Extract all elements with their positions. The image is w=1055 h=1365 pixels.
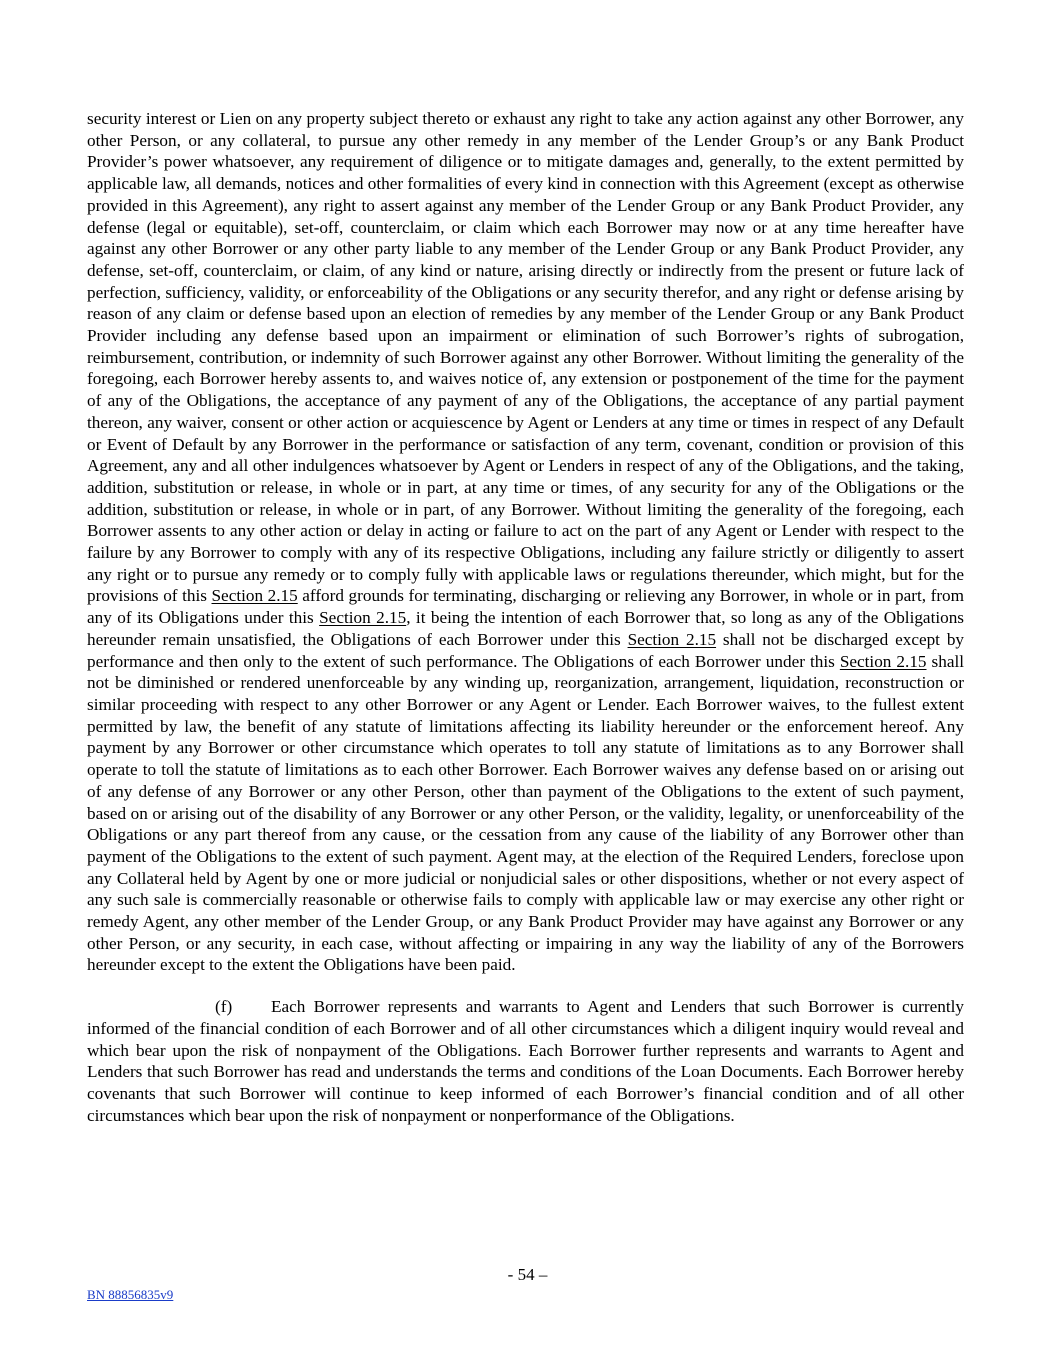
document-body [87, 108, 964, 1126]
paragraph-text-part: shall not be discharged except by performance and then only to the extent of such performance. The Obligations of each Borrower under this [87, 629, 965, 671]
paragraph-text-part: , it being the intention of each Borrower that, so long as any of the Obligations hereunder remain unsatisfied, the Obligations of each Borrower under this [87, 608, 964, 649]
paragraph-main [87, 108, 964, 976]
paragraph-enumerator: (f) [215, 997, 233, 1017]
paragraph-f [87, 996, 964, 1126]
paragraph-text-part: afford grounds for terminating, discharging or relieving any Borrower, in whole or in part, from any of its Obligations under this [87, 586, 965, 628]
document-id: BN 88856835v9 [87, 1287, 174, 1302]
section-reference: Section 2.15 [319, 608, 407, 628]
paragraph-text-part: shall not be diminished or rendered unenforceable by any winding up, reorganization, arrangement, liquidation, reconstruction or similar proceeding with respect to any other Borrower or any Agent or Lender. Each Borrower waives, to the fullest extent permitted by law, the benefit of any statute of limitations affecting its liability hereunder or the enforcement hereof. Any payment by any Borrower or other circumstance which operates to toll any statute of limitations as to any Borrower shall operate to toll the statute of limitations as to each other Borrower. Each Borrower waives any defense based on or arising out of any defense of any Borrower or any other Person, other than payment of the Obligations to the extent of such payment, based on or arising out of the disability of any Borrower or any other Person, or the validity, legality, or unenforceability of the Obligations or any part thereof from any cause, or the cessation from any cause of the liability of any Borrower other than payment of the Obligations to the extent of such payment. Agent may, at the election of the Required Lenders, foreclose upon any Collateral held by Agent by one or more judicial or nonjudicial sales or other dispositions, whether or not every aspect of any such sale is commercially reasonable or otherwise fails to comply with applicable law or may exercise any other right or remedy Agent, any other member of the Lender Group, or any Bank Product Provider may have against any Borrower or any other Person, or any security, in each case, without affecting or impairing in any way the liability of any of the Borrowers hereunder except to the extent the Obligations have been paid. [87, 651, 965, 975]
paragraph-f-text: Each Borrower represents and warrants to Agent and Lenders that such Borrower is currently informed of the financial condition of each Borrower and of all other circumstances which a diligent inquiry would reveal and which bear upon the risk of nonpayment of the Obligations. Each Borrower further represents and warrants to Agent and Lenders that such Borrower has read and understands the terms and conditions of the Loan Documents. Each Borrower hereby covenants that such Borrower will continue to keep informed of each Borrower’s financial condition and of all other circumstances which bear upon the risk of nonpayment or nonperformance of the Obligations. [87, 997, 964, 1125]
page-number: - 54 – [507, 1265, 548, 1284]
section-reference: Section 2.15 [839, 651, 927, 671]
section-reference: Section 2.15 [211, 586, 298, 606]
paragraph-text-part: security interest or Lien on any property subject thereto or exhaust any right to take any action against any other Borrower, any other Person, or any collateral, to pursue any other remedy in any member of the Lender Group’s or any Bank Product Provider’s power whatsoever, any requirement of diligence or to mitigate damages and, generally, to the extent permitted by applicable law, all demands, notices and other formalities of every kind in connection with this Agreement (except as otherwise provided in this Agreement), any right to assert against any member of the Lender Group or any Bank Product Provider, any defense (legal or equitable), set-off, counterclaim, or claim which each Borrower may now or at any time hereafter have against any other Borrower or any other party liable to any member of the Lender Group or any Bank Product Provider, any defense, set-off, counterclaim, or claim, of any kind or nature, arising directly or indirectly from the present or future lack of perfection, sufficiency, validity, or enforceability of the Obligations or any security therefor, and any right or defense arising by reason of any claim or defense based upon an election of remedies by any member of the Lender Group or any Bank Product Provider including any defense based upon an impairment or elimination of such Borrower’s rights of subrogation, reimbursement, contribution, or indemnity of such Borrower against any other Borrower. Without limiting the generality of the foregoing, each Borrower hereby assents to, and waives notice of, any extension or postponement of the time for the payment of any of the Obligations, the acceptance of any payment of any of the Obligations, the acceptance of any partial payment thereon, any waiver, consent or other action or acquiescence by Agent or Lenders at any time or times in respect of any Default or Event of Default by any Borrower in the performance or satisfaction of any term, covenant, condition or provision of this Agreement, any and all other indulgences whatsoever by Agent or Lenders in respect of any of the Obligations, and the taking, addition, substitution or release, in whole or in part, at any time or times, of any security for any of the Obligations or the addition, substitution or release, in whole or in part, of any Borrower. Without limiting the generality of the foregoing, each Borrower assents to any other action or delay in acting or failure to act on the part of any Agent or Lender with respect to the failure by any Borrower to comply with any of its respective Obligations, including any failure strictly or diligently to assert any right or to pursue any remedy or to comply fully with applicable laws or regulations thereunder, which might, but for the provisions of this [87, 109, 964, 606]
section-reference: Section 2.15 [627, 629, 717, 649]
